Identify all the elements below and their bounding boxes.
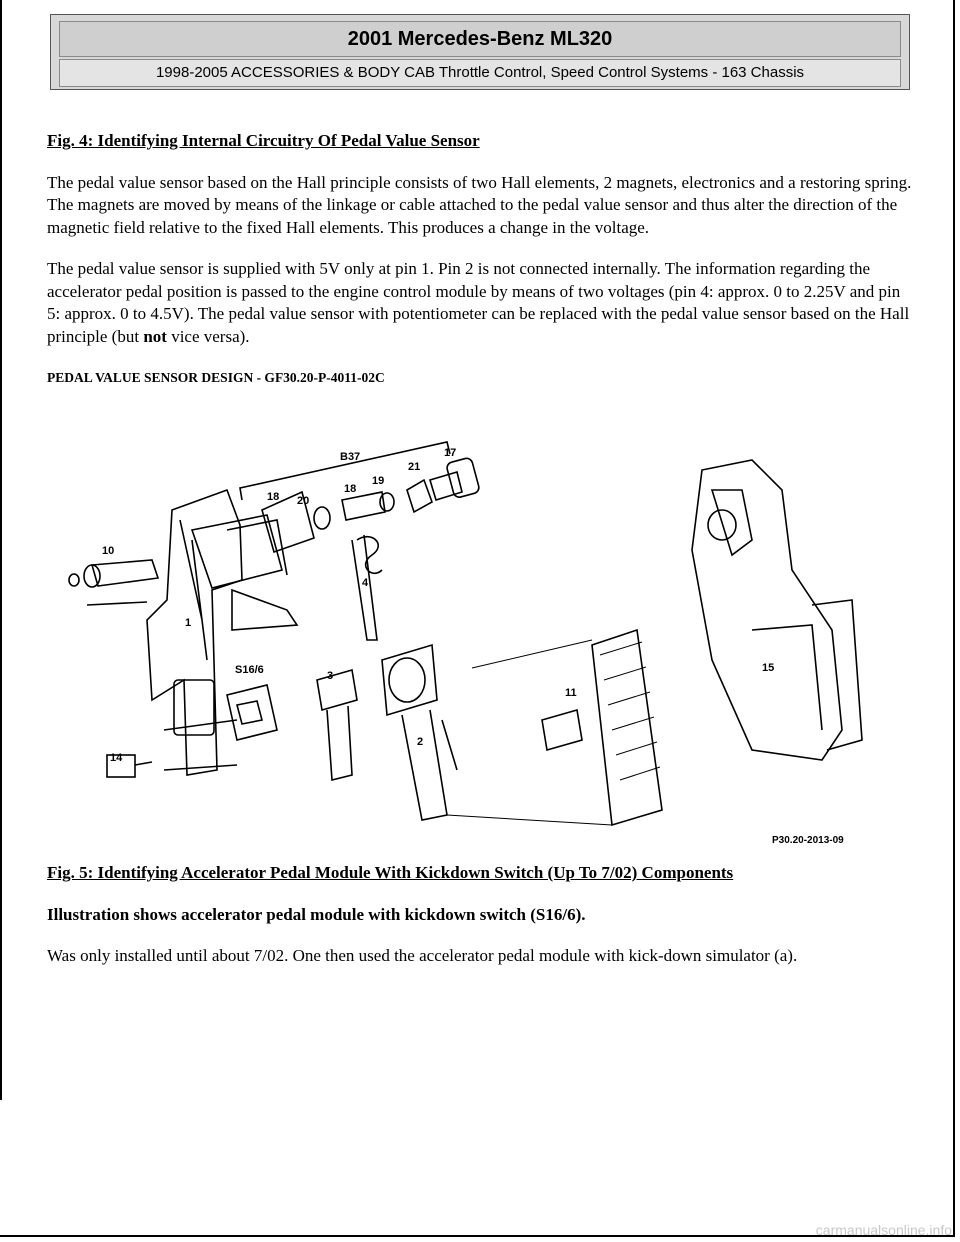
part-17-cover — [446, 457, 480, 499]
label-1: 1 — [185, 617, 192, 629]
pedal-bracket — [147, 490, 242, 775]
main-content — [47, 130, 917, 390]
pivot-housing — [382, 645, 437, 715]
fig5-illustration-note: Illustration shows accelerator pedal module with kickdown switch (S16/6). — [47, 905, 586, 924]
label-11: 11 — [565, 687, 577, 699]
pedal-11 — [592, 630, 662, 825]
label-19: 19 — [372, 475, 385, 487]
fig4-paragraph-2-emphasis: not — [143, 326, 167, 346]
label-10: 10 — [102, 545, 115, 557]
fig4-paragraph-2-end: vice versa). — [166, 326, 250, 346]
header-title: 2001 Mercedes-Benz ML320 — [59, 21, 901, 57]
pedal-module-diagram — [52, 430, 882, 850]
label-4: 4 — [362, 577, 369, 589]
fig4-paragraph-2 — [47, 258, 917, 348]
label-18a: 18 — [267, 491, 280, 503]
label-b37: B37 — [340, 451, 361, 463]
part-3 — [317, 670, 357, 710]
figure-code: P30.20-2013-09 — [772, 835, 844, 846]
shaft-10 — [92, 560, 158, 586]
label-s16-6: S16/6 — [235, 664, 264, 676]
label-2: 2 — [417, 736, 424, 748]
rod-2 — [402, 710, 447, 820]
label-18b: 18 — [344, 483, 357, 495]
watermark: carmanualsonline.info — [815, 1222, 952, 1238]
label-15: 15 — [762, 662, 775, 674]
fig5-installed-note: Was only installed until about 7/02. One then used the accelerator pedal module with kick-down simulator (a). — [47, 946, 798, 965]
label-17: 17 — [444, 447, 457, 459]
side-view-bracket — [692, 460, 842, 760]
label-14: 14 — [110, 752, 123, 764]
fig5-title: Fig. 5: Identifying Accelerator Pedal Module With Kickdown Switch (Up To 7/02) Components — [47, 863, 734, 882]
part-18-shaft — [342, 492, 385, 520]
fig4-paragraph-2-start: The pedal value sensor is supplied with 5V only at pin 1. Pin 2 is not connected internally. The information regarding the accelerator pedal position is passed to the engine control module by means of two voltages (pin 4: approx. 0 to 2.25V and pin 5: approx. 0 to 4.5V). The pedal value sensor with potentiometer can be replaced with the pedal value sensor based on the Hall principle (but — [47, 259, 910, 346]
label-21: 21 — [408, 461, 421, 473]
kickdown-switch — [227, 685, 277, 740]
sensor-housing — [192, 515, 282, 588]
fig4-paragraph-1: The pedal value sensor based on the Hall principle consists of two Hall elements, 2 magnets, electronics and a restoring spring. The magnets are moved by means of the linkage or cable attached to the pedal value sensor and thus alter the direction of the magnetic field relative to the fixed Hall elements. This produces a change in the voltage. — [47, 172, 912, 237]
header-subtitle: 1998-2005 ACCESSORIES & BODY CAB Throttle Control, Speed Control Systems - 163 Chassis — [59, 59, 901, 87]
section-heading: PEDAL VALUE SENSOR DESIGN - GF30.20-P-4011-02C — [47, 370, 385, 385]
document-header — [50, 14, 910, 90]
label-20: 20 — [297, 495, 310, 507]
fig4-title: Fig. 4: Identifying Internal Circuitry Of Pedal Value Sensor — [47, 131, 480, 150]
label-3: 3 — [327, 670, 334, 682]
